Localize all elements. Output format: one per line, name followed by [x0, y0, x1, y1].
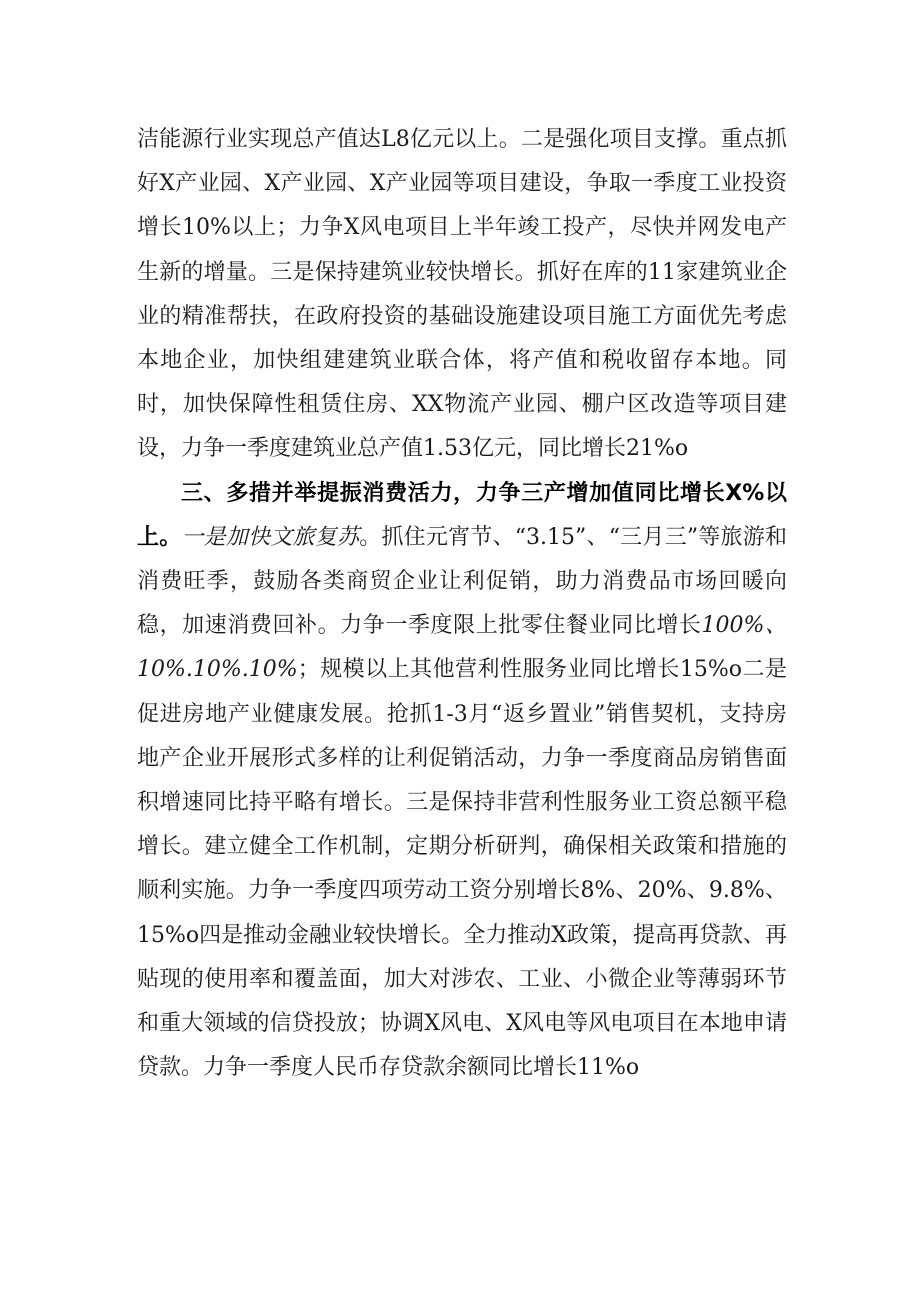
document-body — [137, 118, 787, 1090]
section-heading-consumption: 三、多措并举提振消费活力，力争三产增加值同比增长X%以上。 — [137, 480, 787, 550]
paragraph-industry-text: 洁能源行业实现总产值达L8亿元以上。二是强化项目支撑。重点抓好X产业园、X产业园、X产业园等项目建设，争取一季度工业投资增长10%以上；力争X风电项目上半年竣工投产，尽快并网发电产生新的增量。三是保持建筑业较快增长。抓好在库的11家建筑业企业的精准帮扶，在政府投资的基础设施建设项目施工方面优先考虑本地企业，加快组建建筑业联合体，将产值和税收留存本地。同时，加快保障性租赁住房、XX物流产业园、棚户区改造等项目建设，力争一季度建筑业总产值1.53亿元，同比增长21%o — [137, 127, 787, 462]
italic-growth-figures: 100%、10%.10%.10% — [137, 613, 787, 683]
paragraph-consumption-text-1: 。抓住元宵节、“3.15”、“三月三”等旅游和消费旺季，鼓励各类商贸企业让利促销，助力消费品市场回暖向稳，加速消费回补。力争一季度限上批零住餐业同比增长 — [137, 524, 787, 639]
paragraph-industry — [137, 118, 787, 472]
italic-lead-tourism: 一是加快文旅复苏 — [181, 524, 360, 550]
paragraph-consumption — [137, 472, 787, 1091]
paragraph-consumption-text-2: ；规模以上其他营利性服务业同比增长15%o二是促进房地产业健康发展。抢抓1-3月“返乡置业”销售契机，支持房地产企业开展形式多样的让利促销活动，力争一季度商品房销售面积增速同比持平略有增长。三是保持非营利性服务业工资总额平稳增长。建立健全工作机制，定期分析研判，确保相关政策和措施的顺利实施。力争一季度四项劳动工资分别增长8%、20%、9.8%、15%o四是推动金融业较快增长。全力推动X政策，提高再贷款、再贴现的使用率和覆盖面，加大对涉农、工业、小微企业等薄弱环节和重大领域的信贷投放；协调X风电、X风电等风电项目在本地申请贷款。力争一季度人民币存贷款余额同比增长11%o — [137, 657, 787, 1081]
